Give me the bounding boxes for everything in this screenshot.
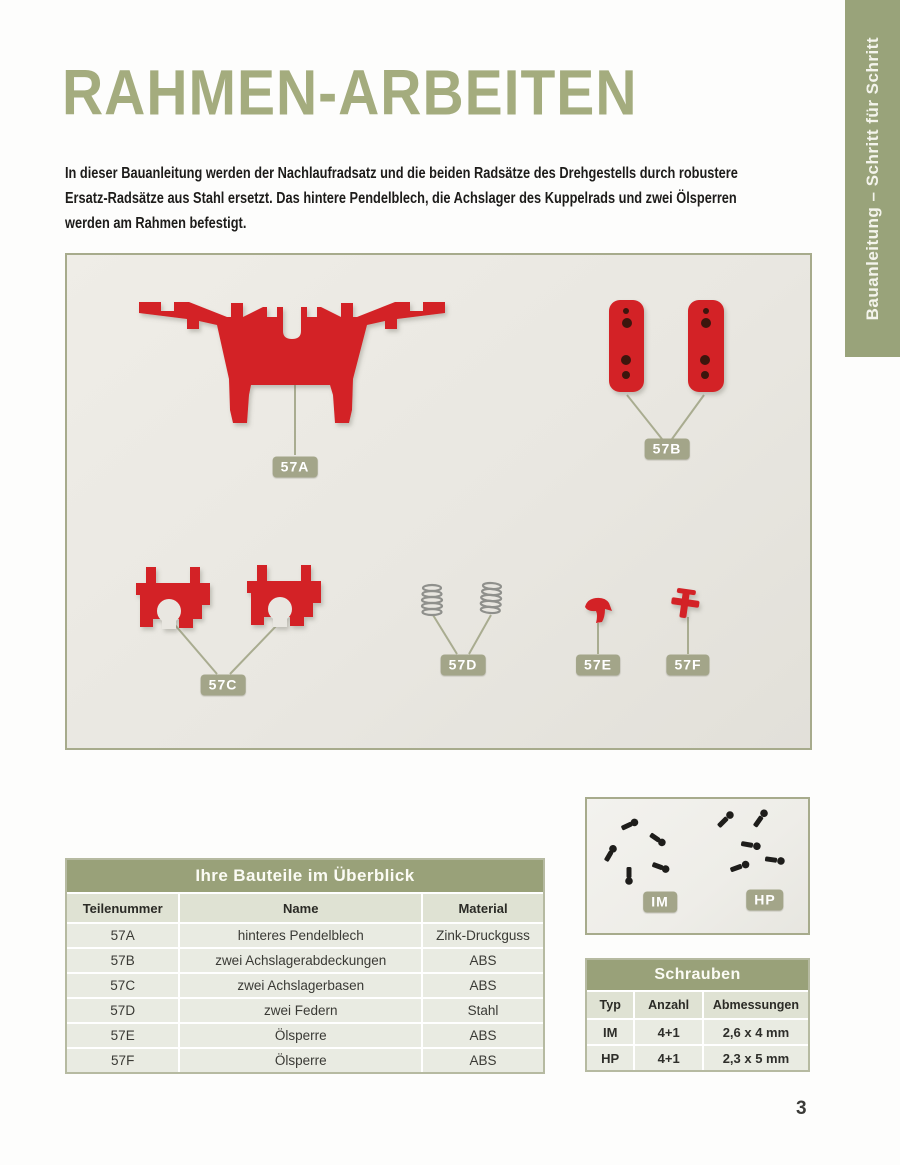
part-label-57e: 57E (576, 655, 620, 676)
screws-photo-graphic (587, 799, 808, 933)
parts-overview-table (65, 858, 545, 1074)
intro-paragraph (65, 161, 738, 236)
part-57b-achslagerabdeckungen (609, 300, 724, 392)
part-label-57c: 57C (201, 675, 246, 696)
parts-photo (65, 253, 812, 750)
part-57c-achslagerbasen (136, 565, 321, 629)
callout-lines (175, 385, 704, 674)
chapter-tab-label: Bauanleitung – Schritt für Schritt (862, 36, 882, 321)
intro-line-2: Ersatz-Radsätze aus Stahl ersetzt. Das hintere Pendelblech, die Achslager des Kuppelrads und zwei Ölsperren (65, 190, 737, 207)
screws-photo (585, 797, 810, 935)
table-row: 57D zwei Federn Stahl (67, 999, 543, 1022)
table-row: HP 4+1 2,3 x 5 mm (587, 1046, 808, 1070)
page-title: RAHMEN-ARBEITEN (62, 57, 638, 130)
table-row: IM 4+1 2,6 x 4 mm (587, 1020, 808, 1044)
hp-screws (716, 808, 785, 874)
part-label-57b: 57B (645, 439, 690, 460)
part-label-57f: 57F (666, 655, 709, 676)
intro-line-3: werden am Rahmen befestigt. (65, 215, 247, 232)
im-screws (603, 817, 671, 884)
col-anzahl: Anzahl (633, 992, 702, 1018)
page-number: 3 (796, 1098, 807, 1119)
table-row: 57C zwei Achslagerbasen ABS (67, 974, 543, 997)
part-57f-oelsperre (669, 587, 701, 620)
col-name: Name (178, 894, 421, 922)
part-label-57a: 57A (273, 457, 318, 478)
screws-table-header (587, 992, 808, 1018)
col-material: Material (421, 894, 543, 922)
col-teilenummer: Teilenummer (82, 900, 163, 916)
col-typ: Typ (599, 998, 621, 1012)
screws-table-title: Schrauben (587, 960, 808, 990)
parts-table-header (67, 894, 543, 922)
table-row: 57E Ölsperre ABS (67, 1024, 543, 1047)
intro-line-1: In dieser Bauanleitung werden der Nachlaufradsatz und die beiden Radsätze des Drehgestells durch robustere (65, 165, 738, 182)
col-abmessungen: Abmessungen (702, 992, 808, 1018)
part-57e-oelsperre (585, 598, 612, 623)
screw-label-hp: HP (746, 890, 783, 911)
table-row: 57F Ölsperre ABS (67, 1049, 543, 1072)
part-label-57d: 57D (441, 655, 486, 676)
part-57a-pendelblech (139, 302, 445, 423)
screw-label-im: IM (643, 892, 677, 913)
table-row: 57A hinteres Pendelblech Zink-Druckguss (67, 924, 543, 947)
chapter-tab (845, 0, 900, 357)
part-57d-federn (422, 582, 502, 615)
table-row: 57B zwei Achslagerabdeckungen ABS (67, 949, 543, 972)
screws-table (585, 958, 810, 1072)
parts-table-title: Ihre Bauteile im Überblick (67, 860, 543, 892)
